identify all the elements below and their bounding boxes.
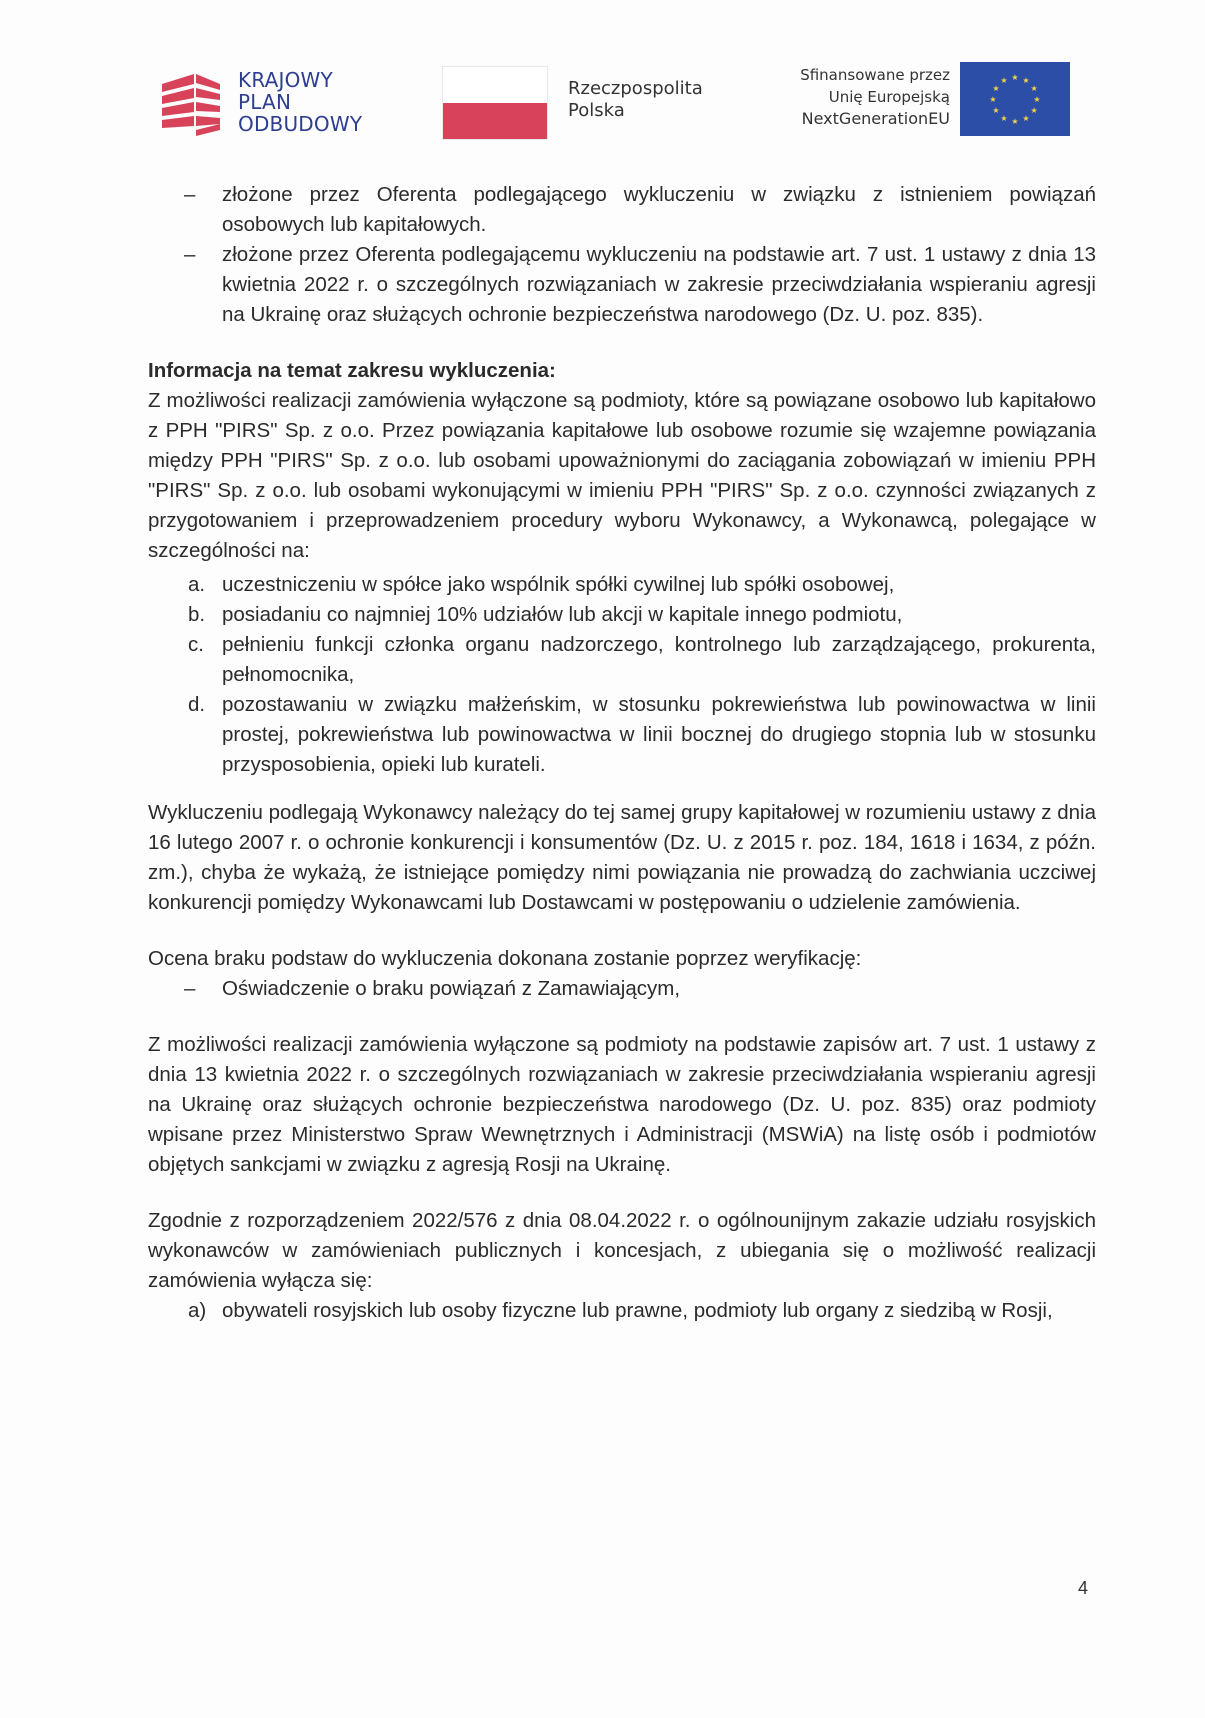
list-item bbox=[148, 570, 1096, 600]
eu-star-icon: ★ bbox=[1030, 84, 1038, 93]
russia-list bbox=[148, 1296, 1096, 1326]
list-marker: c. bbox=[188, 633, 204, 656]
dash-marker: – bbox=[184, 977, 196, 1000]
list-item bbox=[148, 240, 1096, 330]
rp-line-2: Polska bbox=[568, 100, 625, 121]
kpo-line-1: KRAJOWY bbox=[238, 68, 333, 92]
paragraph-regulation: Zgodnie z rozporządzeniem 2022/576 z dnia 08.04.2022 r. o ogólnounijnym zakazie udziału rosyjskich wykonawców w zamówieniach publicznych i koncesjach, z ubiegania się o możliwość realizacji zamówienia wyłącza się: bbox=[148, 1209, 1096, 1292]
eu-funding-label bbox=[650, 64, 950, 130]
eu-star-icon: ★ bbox=[989, 95, 997, 104]
eu-line-2: Unię Europejską bbox=[828, 88, 950, 106]
kpo-line-2: PLAN bbox=[238, 90, 292, 114]
verification-list bbox=[148, 974, 1096, 1004]
building-stripes-icon bbox=[160, 66, 222, 138]
list-item bbox=[148, 1296, 1096, 1326]
eu-star-icon: ★ bbox=[1011, 73, 1019, 82]
list-marker: a. bbox=[188, 573, 206, 596]
eu-star-icon: ★ bbox=[992, 84, 1000, 93]
list-marker: b. bbox=[188, 603, 206, 626]
eu-star-icon: ★ bbox=[992, 106, 1000, 115]
eu-star-icon: ★ bbox=[1030, 106, 1038, 115]
relations-list bbox=[148, 570, 1096, 780]
list-item-text: złożone przez Oferenta podlegającego wykluczeniu w związku z istnieniem powiązań osobowych lub kapitałowych. bbox=[222, 183, 1096, 236]
paragraph-related-entities: Z możliwości realizacji zamówienia wyłączone są podmioty, które są powiązane osobowo lub kapitałowo z PPH "PIRS" Sp. z o.o. Przez powiązania kapitałowe lub osobowe rozumie się wzajemne powiązania między PPH "PIRS" Sp. z o.o. lub osobami upoważnionymi do zaciągania zobowiązań w imieniu PPH "PIRS" Sp. z o.o. lub osobami wykonującymi w imieniu PPH "PIRS" Sp. z o.o. czynności związanych z przygotowaniem i przeprowadzeniem procedury wyboru Wykonawcy, a Wykonawcą, polegające w szczególności na: bbox=[148, 389, 1096, 562]
eu-star-icon: ★ bbox=[1022, 114, 1030, 124]
page-number: 4 bbox=[1078, 1578, 1089, 1598]
page-header bbox=[160, 58, 1070, 142]
eu-line-3: NextGenerationEU bbox=[801, 109, 950, 128]
kpo-logo-text bbox=[238, 69, 362, 135]
dash-marker: – bbox=[184, 243, 196, 266]
eu-star-icon: ★ bbox=[1011, 117, 1019, 126]
eu-line-1: Sfinansowane przez bbox=[800, 66, 950, 84]
list-item-text: uczestniczeniu w spółce jako wspólnik spółki cywilnej lub spółki osobowej, bbox=[222, 573, 895, 596]
list-item-text: Oświadczenie o braku powiązań z Zamawiającym, bbox=[222, 977, 681, 1000]
list-item-text: pozostawaniu w związku małżeńskim, w stosunku pokrewieństwa lub powinowactwa w linii prostej, pokrewieństwa lub powinowactwa w linii bocznej do drugiego stopnia lub w stosunku przysposobienia, opieki lub kurateli. bbox=[222, 693, 1096, 776]
paragraph-verification: Ocena braku podstaw do wykluczenia dokonana zostanie poprzez weryfikację: bbox=[148, 947, 862, 970]
list-item bbox=[148, 600, 1096, 630]
kpo-logo bbox=[160, 66, 362, 138]
list-marker: d. bbox=[188, 693, 206, 716]
eu-star-icon: ★ bbox=[1022, 75, 1030, 85]
rp-line-1: Rzeczpospolita bbox=[568, 78, 703, 99]
document-body bbox=[148, 180, 1096, 1326]
section-heading: Informacja na temat zakresu wykluczenia: bbox=[148, 359, 556, 382]
list-item-text: posiadaniu co najmniej 10% udziałów lub akcji w kapitale innego podmiotu, bbox=[222, 603, 903, 626]
kpo-line-3: ODBUDOWY bbox=[238, 112, 363, 136]
list-marker: a) bbox=[188, 1299, 207, 1322]
eu-flag-icon bbox=[960, 62, 1070, 136]
list-item-text: złożone przez Oferenta podlegającemu wykluczeniu na podstawie art. 7 ust. 1 ustawy z dnia 13 kwietnia 2022 r. o szczególnych rozwiązaniach w zakresie przeciwdziałania wspieraniu agresji na Ukrainę oraz służących ochronie bezpieczeństwa narodowego (Dz. U. poz. 835). bbox=[222, 243, 1096, 326]
paragraph-sanctions: Z możliwości realizacji zamówienia wyłączone są podmioty na podstawie zapisów art. 7 ust. 1 ustawy z dnia 13 kwietnia 2022 r. o szczególnych rozwiązaniach w zakresie przeciwdziałania wspieraniu agresji na Ukrainę oraz służących ochronie bezpieczeństwa narodowego (Dz. U. poz. 835) oraz podmioty wpisane przez Ministerstwo Spraw Wewnętrznych i Administracji (MSWiA) na listę osób i podmiotów objętych sankcjami w związku z agresją Rosji na Ukrainę. bbox=[148, 1033, 1096, 1176]
list-item bbox=[148, 630, 1096, 690]
list-item bbox=[148, 690, 1096, 780]
intro-list bbox=[148, 180, 1096, 330]
list-item-text: obywateli rosyjskich lub osoby fizyczne lub prawne, podmioty lub organy z siedzibą w Rosji, bbox=[222, 1299, 1053, 1322]
polish-flag-icon bbox=[442, 66, 548, 140]
eu-star-icon: ★ bbox=[1000, 75, 1008, 85]
paragraph-capital-group: Wykluczeniu podlegają Wykonawcy należący do tej samej grupy kapitałowej w rozumieniu ustawy z dnia 16 lutego 2007 r. o ochronie konkurencji i konsumentów (Dz. U. z 2015 r. poz. 184, 1618 i 1634, z późn. zm.), chyba że wykażą, że istniejące pomiędzy nimi powiązania nie prowadzą do zachwiania uczciwej konkurencji pomiędzy Wykonawcami lub Dostawcami w postępowaniu o udzielenie zamówienia. bbox=[148, 801, 1096, 914]
list-item bbox=[148, 974, 1096, 1004]
list-item-text: pełnieniu funkcji członka organu nadzorczego, kontrolnego lub zarządzającego, prokurenta, pełnomocnika, bbox=[222, 633, 1096, 686]
dash-marker: – bbox=[184, 183, 196, 206]
eu-star-icon: ★ bbox=[1000, 114, 1008, 124]
eu-star-icon: ★ bbox=[1033, 95, 1041, 104]
list-item bbox=[148, 180, 1096, 240]
